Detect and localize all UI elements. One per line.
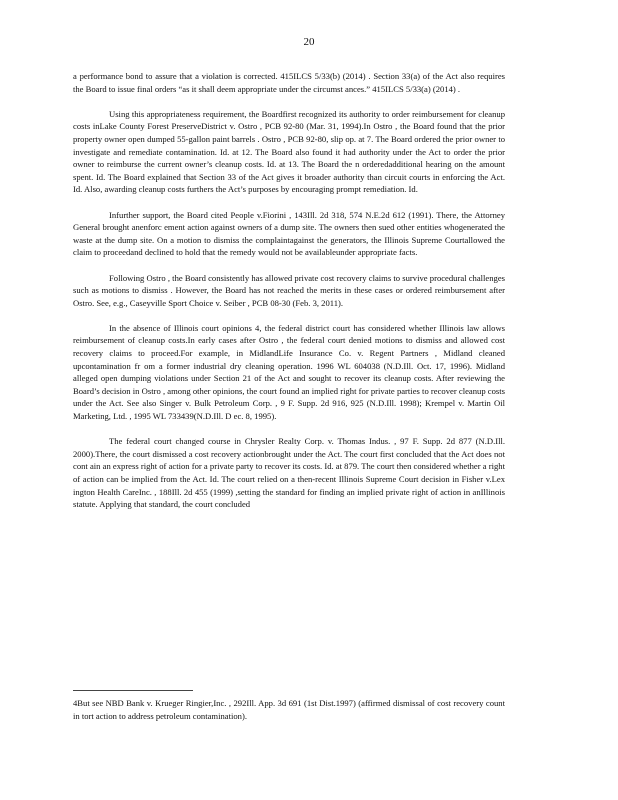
paragraph: In the absence of Illinois court opinions 4, the federal district court has considered whether Illinois law allows reimbursement of cleanup costs.In early cases after Ostro , the federal court denied motions to dismiss and allowed cost recovery claims to proceed.For example, in MidlandLife Insurance Co. v. Regent Partners , Midland cleaned upcontamination fr om a former industrial dry cleaning operation. 1996 WL 604038 (N.D.Ill. Oct. 17, 1996). Midland alleged open dumping violations under Section 21 of the Act and sought to recover its cleanup costs. After reviewing the Board’s decision in Ostro , among other opinions, the court found an implied right for private parties to recover cleanup costs under the Act. See also Singer v. Bulk Petroleum Corp. , 9 F. Supp. 2d 916, 925 (N.D.Ill. 1998); Krempel v. Martin Oil Marketing, Ltd. , 1995 WL 733439(N.D.Ill. D ec. 8, 1995).: [73, 322, 505, 422]
document-body: [73, 70, 505, 523]
footnote: 4But see NBD Bank v. Krueger Ringier,Inc. , 292Ill. App. 3d 691 (1st Dist.1997) (affirmed dismissal of cost recovery count in tort action to address petroleum contamination).: [73, 698, 505, 721]
paragraph: The federal court changed course in Chrysler Realty Corp. v. Thomas Indus. , 97 F. Supp. 2d 877 (N.D.Ill. 2000).There, the court dismissed a cost recovery actionbrought under the Act. The court first concluded that the Act does not cont ain an express right of action for a private party to recover its costs. Id. at 879. The court then considered whether a right of action can be implied from the Act. Id. The court relied on a then-recent Illinois Supreme Court decision in Fisher v.Lex ington Health CareInc. , 188Ill. 2d 455 (1999) ,setting the standard for finding an implied private right of action in anIllinois statute. Applying that standard, the court concluded: [73, 436, 505, 510]
paragraph: Using this appropriateness requirement, the Boardfirst recognized its authority to order reimbursement for cleanup costs inLake County Forest PreserveDistrict v. Ostro , PCB 92-80 (Mar. 31, 1994).In Ostro , the Board found that the prior property owner open dumped 55-gallon paint barrels . Ostro , PCB 92-80, slip op. at 7. The Board ordered the prior owner to investigate and remediate contamination. Id. at 12. The Board also found it had authority under the Act to order the prior owner to reimburse the current owner’s cleanup costs. Id. at 13. The Board the n orderedadditional hearing on the amount spent. Id. The Board explained that Section 33 of the Act gives it broader authority than circuit courts in enforcing the Act. Id. Also, awarding cleanup costs furthers the Act’s purposes by encouraging prompt remediation. Id.: [73, 108, 505, 195]
paragraph: Following Ostro , the Board consistently has allowed private cost recovery claims to survive procedural challenges such as motions to dismiss . However, the Board has not reached the merits in these cases or ordered reimbursement after Ostro. See, e.g., Caseyville Sport Choice v. Seiber , PCB 08-30 (Feb. 3, 2011).: [73, 272, 505, 308]
page-number: 20: [303, 36, 315, 48]
footnote-divider: [73, 690, 193, 691]
paragraph: a performance bond to assure that a violation is corrected. 415ILCS 5/33(b) (2014) . Section 33(a) of the Act also requires the Board to issue final orders “as it shall deem appropriate under the circumst ances.” 415ILCS 5/33(a) (2014) .: [73, 71, 505, 94]
paragraph: Infurther support, the Board cited People v.Fiorini , 143Ill. 2d 318, 574 N.E.2d 612 (1991). There, the Attorney General brought anenforc ement action against owners of a dump site. The owners then sued other entities whogenerated the waste at the dump site. On a motion to dismiss the complaintagainst the generators, the Illinois Supreme Courtallowed the claim to proceedand declined to hold that the remedy would not be availableunder appropriate facts.: [73, 209, 505, 258]
